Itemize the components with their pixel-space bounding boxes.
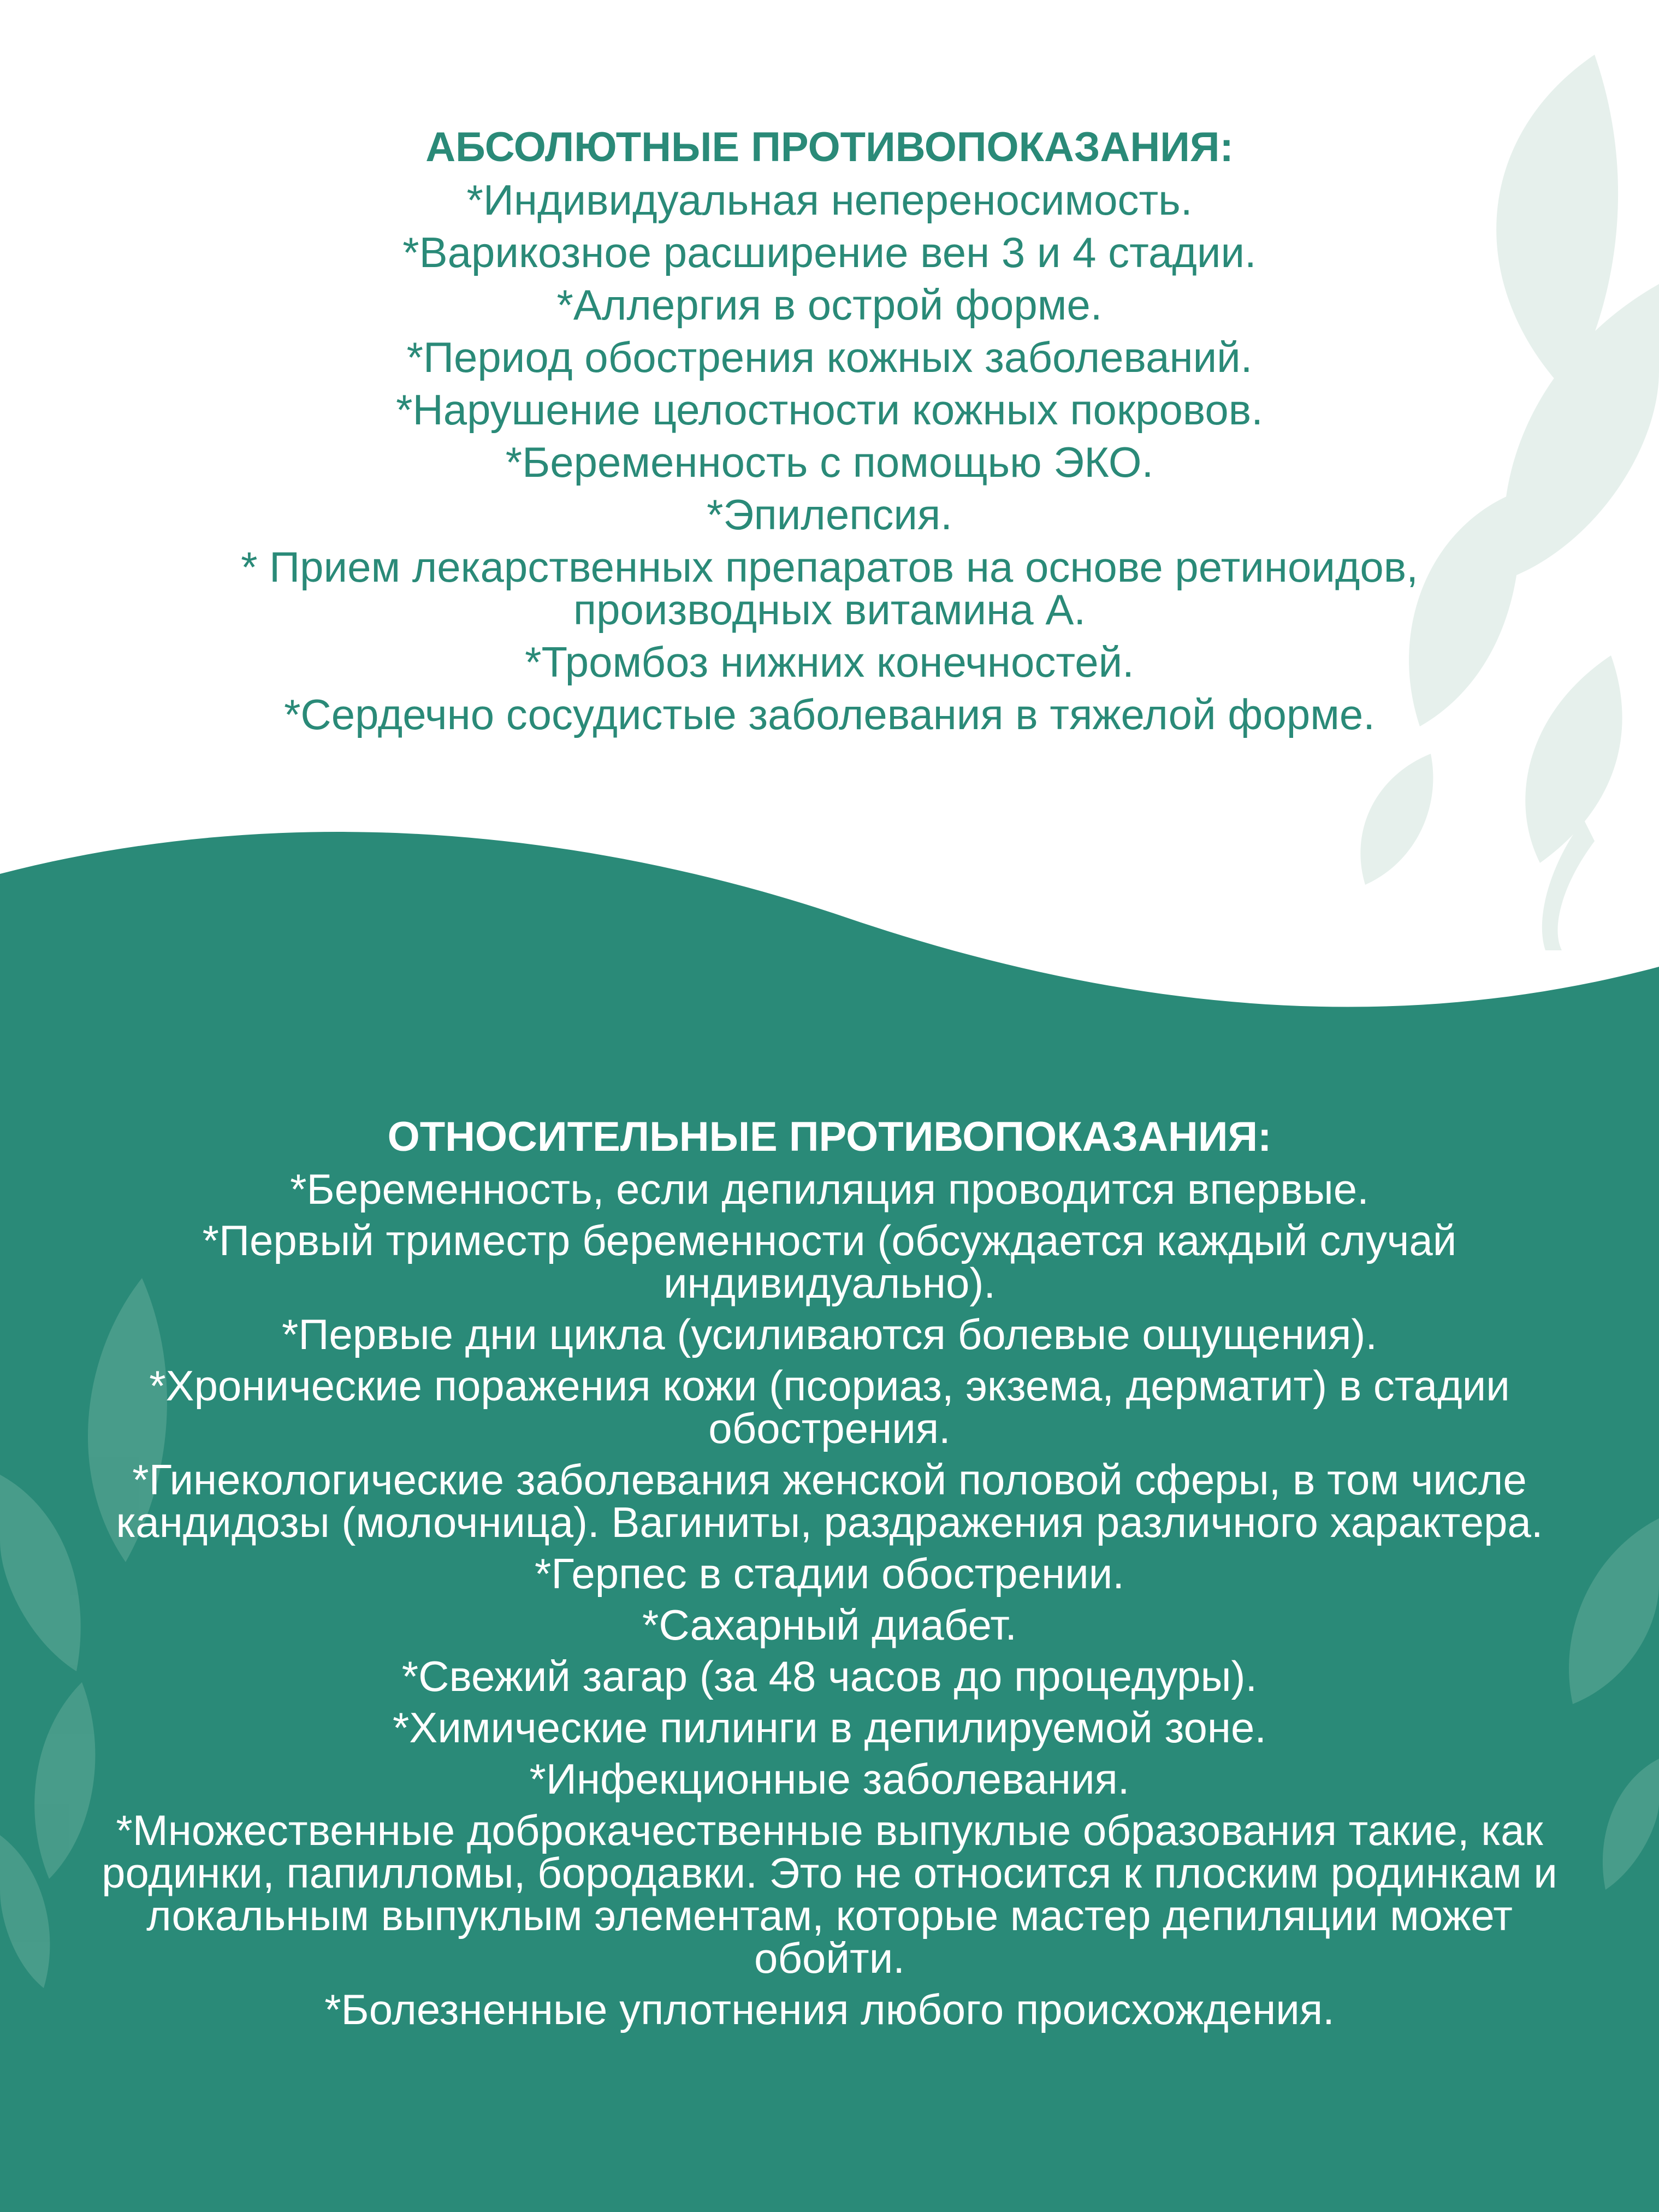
list-item: *Аллергия в острой форме. bbox=[556, 281, 1103, 329]
list-item: *Болезненные уплотнения любого происхождения. bbox=[324, 1985, 1335, 2033]
list-item: *Период обострения кожных заболеваний. bbox=[406, 333, 1253, 381]
list-item: *Беременность с помощью ЭКО. bbox=[505, 438, 1154, 486]
list-item: *Варикозное расширение вен 3 и 4 стадии. bbox=[402, 228, 1257, 276]
list-item: *Эпилепсия. bbox=[707, 490, 952, 539]
relative-contraindications bbox=[0, 1111, 1659, 2035]
relative-heading: ОТНОСИТЕЛЬНЫЕ ПРОТИВОПОКАЗАНИЯ: bbox=[387, 1114, 1272, 1160]
list-item: *Химические пилинги в депилируемой зоне. bbox=[392, 1704, 1267, 1752]
list-item: *Инфекционные заболевания. bbox=[529, 1755, 1130, 1803]
absolute-contraindications bbox=[0, 121, 1659, 741]
list-item: *Гинекологические заболевания женской половой сферы, в том числе кандидозы (молочница). Вагиниты, раздражения различного характера. bbox=[116, 1456, 1543, 1546]
list-item: *Индивидуальная непереносимость. bbox=[466, 176, 1193, 224]
list-item: * Прием лекарственных препаратов на основе ретиноидов, производных витамина А. bbox=[241, 543, 1418, 634]
list-item: *Свежий загар (за 48 часов до процедуры). bbox=[401, 1652, 1258, 1700]
list-item: *Первые дни цикла (усиливаются болевые ощущения). bbox=[281, 1310, 1378, 1358]
list-item: *Множественные доброкачественные выпуклые образования такие, как родинки, папилломы, бородавки. Это не относится к плоским родинкам и локальным выпуклым элементам, которые мастер депиляции может обойти. bbox=[102, 1806, 1557, 1982]
absolute-heading: АБСОЛЮТНЫЕ ПРОТИВОПОКАЗАНИЯ: bbox=[425, 124, 1234, 170]
list-item: *Сахарный диабет. bbox=[642, 1601, 1017, 1649]
list-item: *Нарушение целостности кожных покровов. bbox=[396, 386, 1263, 434]
list-item: *Тромбоз нижних конечностей. bbox=[525, 638, 1134, 686]
list-item: *Беременность, если депиляция проводится впервые. bbox=[290, 1165, 1369, 1213]
list-item: *Хронические поражения кожи (псориаз, экзема, дерматит) в стадии обострения. bbox=[149, 1362, 1510, 1452]
list-item: *Герпес в стадии обострении. bbox=[535, 1549, 1124, 1598]
list-item: *Сердечно сосудистые заболевания в тяжелой форме. bbox=[284, 690, 1375, 738]
list-item: *Первый триместр беременности (обсуждается каждый случай индивидуально). bbox=[202, 1216, 1457, 1307]
